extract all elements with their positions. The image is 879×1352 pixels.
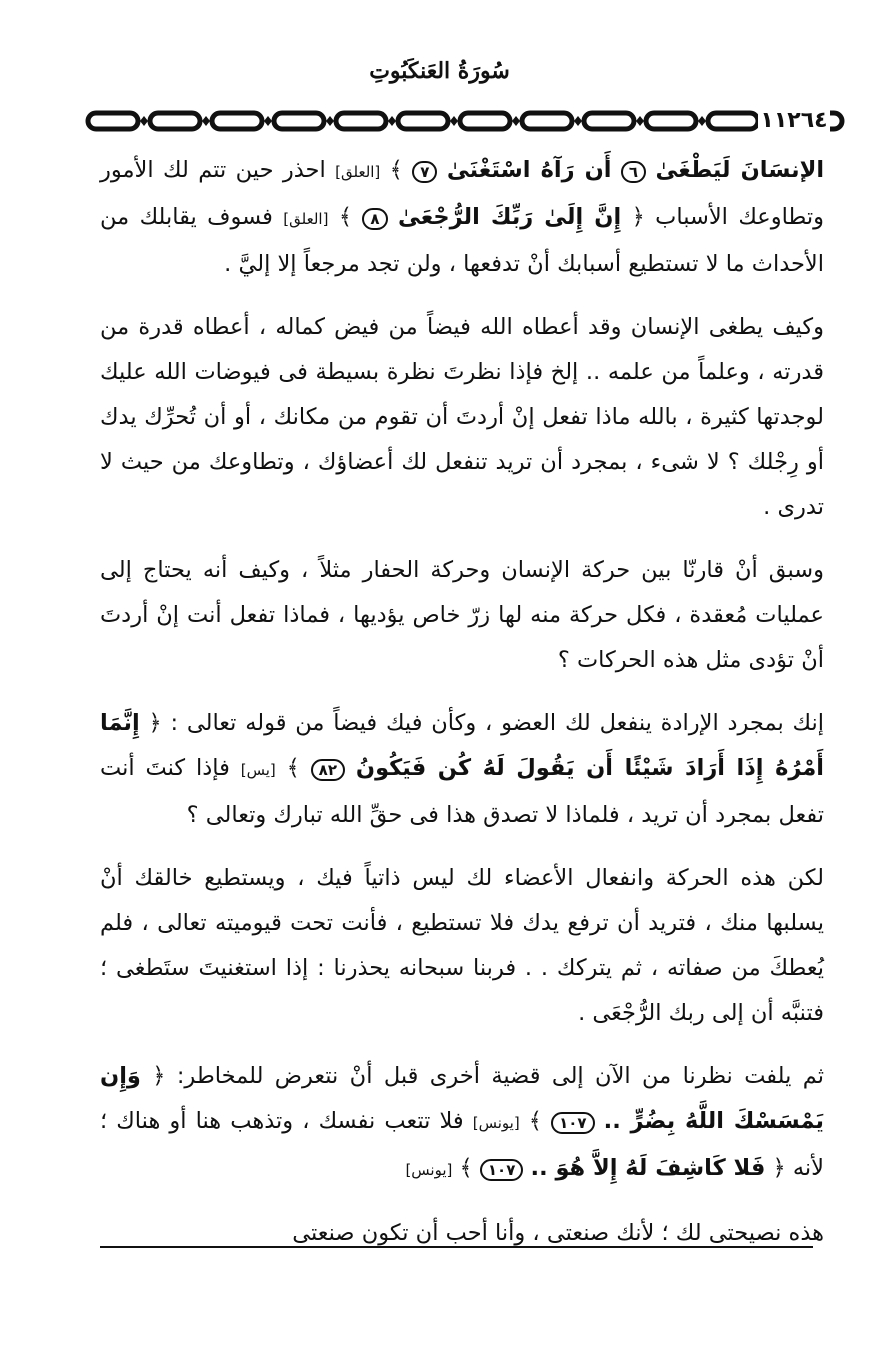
verse-text: أَن رَآهُ اسْتَغْنَىٰ [446, 157, 612, 183]
verse-text: إِنَّ إِلَىٰ رَبِّكَ الرُّجْعَىٰ [397, 204, 622, 230]
verse-text: وَإِن يَمْسَسْكَ اللَّهُ بِضُرٍّ .. [100, 1063, 824, 1134]
verse-number: ٨٢ [311, 759, 345, 781]
verse-text: إِنَّمَا أَمْرُهُ إِذَا أَرَادَ شَيْئًا أَن يَقُولَ لَهُ كُن فَيَكُونُ [100, 710, 824, 781]
surah-reference: [يونس] [405, 1161, 453, 1179]
verse-number: ١٠٧ [480, 1159, 523, 1181]
paragraph-7: هذه نصيحتى لك ؛ لأنك صنعتى ، وأنا أحب أن تكون صنعتى [292, 1220, 824, 1246]
body-text: فسوف يقابلك من الأحداث ما لا تستطيع أسبابك أنْ تدفعها ، ولن تجد مرجعاً إلا إليَّ . [100, 204, 824, 277]
verse-number: ١٠٧ [551, 1112, 594, 1134]
footer-divider [100, 1246, 813, 1248]
verse-number: ٨ [362, 208, 387, 230]
paragraph-6: ثم يلفت نظرنا من الآن إلى قضية أخرى قبل أنْ نتعرض للمخاطر: ﴿ وَإِن يَمْسَسْكَ اللَّهُ بِضُرٍّ .. ١٠٧ ﴾ [يونس] فلا تتعب نفسك ، وتذهب هنا أو هناك ؛ لأنه ﴿ فَلا كَاشِفَ لَهُ إِلاَّ هُوَ .. ١٠٧ ﴾ [يونس] [100, 1063, 824, 1181]
paragraph-2: وكيف يطغى الإنسان وقد أعطاه الله فيضاً من فيض كماله ، أعطاه قدرة من قدرته ، وعلماً من علمه .. إلخ فإذا نظرتَ نظرة بسيطة فى فيوضات الله عليك لوجدتها كثيرة ، بالله ماذا تفعل إنْ أردتَ أن تقوم من مكانك ، أو أن تُحرِّك يدك أو رِجْلك ؟ لا شىء ، بمجرد أن تريد تنفعل لك أعضاؤك ، وتطاوعك من حيث لا تدرى . [100, 314, 824, 520]
surah-title: سُورَةُ العَنكَبُوتِ [369, 58, 510, 84]
body-text: فإذا كنتَ أنت تفعل بمجرد أن تريد ، فلماذا لا تصدق هذا فى حقِّ الله تبارك وتعالى ؟ [100, 755, 824, 828]
page-body [100, 148, 824, 1274]
paragraph-3: وسبق أنْ قارنّا بين حركة الإنسان وحركة الحفار مثلاً ، وكيف أنه يحتاج إلى عمليات مُعقدة ، فكل حركة منه لها زرّ خاص يؤديها ، فماذا تفعل أنت إنْ أردتَ أنْ تؤدى مثل هذه الحركات ؟ [100, 557, 824, 673]
verse-number: ٧ [412, 161, 437, 183]
surah-reference: [العلق] [283, 210, 329, 228]
body-text: ثم يلفت نظرنا من الآن إلى قضية أخرى قبل أنْ نتعرض للمخاطر: [176, 1063, 824, 1089]
paragraph-5: لكن هذه الحركة وانفعال الأعضاء لك ليس ذاتياً فيك ، ويستطيع خالقك أنْ يسلبها منك ، فتريد أن ترفع يدك فلا تستطيع ، فأنت تحت قيوميته تعالى ، فلم يُعطكَ من صفاته ، ثم يتركك . . فربنا سبحانه يحذرنا : إذا استغنيتَ ستَطغى ؛ فتنبَّه أن إلى ربك الرُّجْعَى . [100, 865, 824, 1026]
body-text: احذر حين تتم لك الأمور وتطاوعك الأسباب [100, 157, 825, 230]
body-text: إنك بمجرد الإرادة ينفعل لك العضو ، وكأن فيك فيضاً من قوله تعالى : [170, 710, 824, 736]
page-number: ١١٢٦٤ [758, 108, 830, 134]
paragraph-4: إنك بمجرد الإرادة ينفعل لك العضو ، وكأن فيك فيضاً من قوله تعالى : ﴿ إِنَّمَا أَمْرُهُ إِذَا أَرَادَ شَيْئًا أَن يَقُولَ لَهُ كُن فَيَكُونُ ٨٢ ﴾ [يس] فإذا كنتَ أنت تفعل بمجرد أن تريد ، فلماذا لا تصدق هذا فى حقِّ الله تبارك وتعالى ؟ [100, 710, 824, 828]
verse-number: ٦ [621, 161, 646, 183]
paragraph-1: الإنسَانَ لَيَطْغَىٰ ٦ أَن رَآهُ اسْتَغْنَىٰ ٧ ﴾ [العلق] احذر حين تتم لك الأمور وتطاوعك الأسباب ﴿ إِنَّ إِلَىٰ رَبِّكَ الرُّجْعَىٰ ٨ ﴾ [العلق] فسوف يقابلك من الأحداث ما لا تستطيع أسبابك أنْ تدفعها ، ولن تجد مرجعاً إلا إليَّ . [100, 157, 825, 277]
verse-text: فَلا كَاشِفَ لَهُ إِلاَّ هُوَ .. [530, 1155, 766, 1181]
verse-text: الإنسَانَ لَيَطْغَىٰ [655, 157, 825, 183]
surah-reference: [العلق] [335, 163, 381, 181]
surah-reference: [يس] [240, 761, 276, 779]
body-text: فلا تتعب نفسك ، وتذهب هنا أو هناك ؛ لأنه [100, 1108, 824, 1181]
surah-reference: [يونس] [472, 1114, 520, 1132]
ornamental-border [84, 108, 846, 134]
